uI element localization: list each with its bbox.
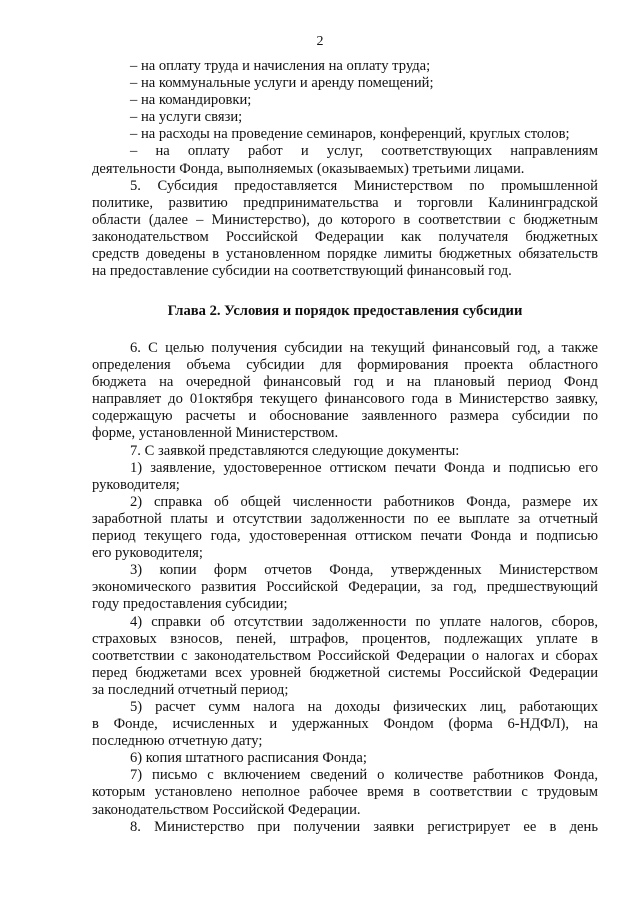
text-line: области (далее – Министерство), до которого в соответствии с бюджетным bbox=[92, 211, 598, 228]
expense-item-seminars: – на расходы на проведение семинаров, конференций, круглых столов; bbox=[130, 126, 570, 143]
expense-item-labor: – на оплату труда и начисления на оплату труда; bbox=[130, 58, 431, 74]
text-line: политике, развитию предпринимательства и торговли Калининградской bbox=[92, 194, 598, 211]
text-line: форме, установленной Министерством. bbox=[92, 425, 339, 442]
text-line: за последний отчетный период; bbox=[92, 681, 289, 698]
text-line: заработной платы и отсутствии задолженности по ее выплате за отчетный bbox=[92, 510, 598, 527]
text-line: на предоставление субсидии на соответствующий финансовый год. bbox=[92, 263, 512, 280]
expense-item-travel: – на командировки; bbox=[130, 92, 252, 109]
text-line: экономического развития Российской Федерации, за год, предшествующий bbox=[92, 579, 598, 596]
text-line: году предоставления субсидии; bbox=[92, 596, 288, 613]
text-line: бюджета на очередной финансовый год и на плановый период Фонд bbox=[92, 374, 598, 391]
clause-7-line: 7. С заявкой представляются следующие документы: bbox=[130, 442, 460, 459]
text-line: в Фонде, исчисленных и удержанных Фондом (форма 6-НДФЛ), на bbox=[92, 716, 598, 733]
chapter-2-heading: Глава 2. Условия и порядок предоставления субсидии bbox=[167, 303, 523, 319]
text-line: руководителя; bbox=[92, 476, 180, 493]
text-line: законодательством Российской Федерации как получателя бюджетных bbox=[92, 228, 598, 245]
clause-8-line: 8. Министерство при получении заявки регистрирует ее в день bbox=[130, 818, 598, 835]
text-line: содержащую расчеты и обоснование заявленного размера субсидии по bbox=[92, 408, 598, 425]
text-line: средств доведены в установленном порядке лимиты бюджетных обязательств bbox=[92, 246, 598, 263]
expense-item-third-party: – на оплату работ и услуг, соответствующих направлениям bbox=[130, 143, 598, 160]
document-item-1: 1) заявление, удостоверенное оттиском печати Фонда и подписью его bbox=[130, 459, 598, 476]
text-line: законодательством Российской Федерации. bbox=[92, 801, 361, 818]
document-item-3: 3) копии форм отчетов Фонда, утвержденных Министерством bbox=[130, 562, 598, 579]
text-line: определения объема субсидии для формирования проекта областного bbox=[92, 357, 598, 374]
text-line: перед бюджетами всех уровней бюджетной системы Российской Федерации bbox=[92, 664, 598, 681]
document-item-7: 7) письмо с включением сведений о количестве работников Фонда, bbox=[130, 767, 598, 784]
document-item-4: 4) справки об отсутствии задолженности по уплате налогов, сборов, bbox=[130, 613, 598, 630]
text-line: период текущего года, удостоверенная оттиском печати Фонда и подписью bbox=[92, 528, 598, 545]
text-line: деятельности Фонда, выполняемых (оказываемых) третьими лицами. bbox=[92, 160, 525, 177]
chapter-2-body bbox=[92, 340, 598, 836]
clause-6-line: 6. С целью получения субсидии на текущий финансовый год, а также bbox=[130, 340, 598, 356]
text-line: страховых взносов, пеней, штрафов, процентов, подлежащих уплате в bbox=[92, 630, 598, 647]
text-line: его руководителя; bbox=[92, 545, 203, 562]
expense-item-communications: – на услуги связи; bbox=[130, 109, 243, 126]
clause-5-line: 5. Субсидия предоставляется Министерством по промышленной bbox=[130, 177, 598, 194]
text-line: последнюю отчетную дату; bbox=[92, 733, 263, 750]
text-line: соответствии с законодательством Российской Федерации о налогах и сборах bbox=[92, 647, 598, 664]
expense-item-utilities: – на коммунальные услуги и аренду помещений; bbox=[130, 75, 434, 92]
page-number: 2 bbox=[316, 34, 324, 49]
text-line: которым установлено неполное рабочее время в соответствии с трудовым bbox=[92, 784, 598, 801]
document-item-5: 5) расчет сумм налога на доходы физических лиц, работающих bbox=[130, 698, 598, 715]
list-of-expenses-and-clause-5 bbox=[92, 58, 598, 280]
document-item-2: 2) справка об общей численности работников Фонда, размере их bbox=[130, 493, 598, 510]
text-line: направляет до 01октября текущего финансового года в Министерство заявку, bbox=[92, 391, 598, 408]
document-item-6: 6) копия штатного расписания Фонда; bbox=[130, 750, 367, 767]
